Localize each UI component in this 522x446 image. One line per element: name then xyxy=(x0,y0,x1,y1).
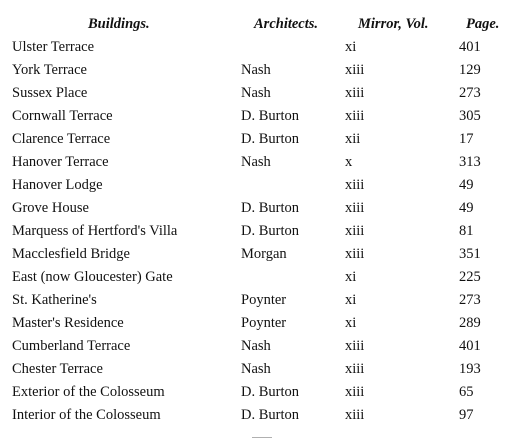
page-number: 289 xyxy=(459,315,481,331)
building-name: Master's Residence xyxy=(12,315,124,331)
building-name: Exterior of the Colosseum xyxy=(12,384,165,400)
mirror-volume: xiii xyxy=(345,200,365,216)
architect-name: D. Burton xyxy=(241,131,299,147)
architect-name: Poynter xyxy=(241,315,287,331)
mirror-volume: x xyxy=(345,154,353,170)
building-name: Hanover Lodge xyxy=(12,177,103,193)
building-name: Interior of the Colosseum xyxy=(12,407,161,423)
page-number: 129 xyxy=(459,62,481,78)
page-number: 273 xyxy=(459,292,481,308)
page-number: 193 xyxy=(459,361,481,377)
mirror-volume: xiii xyxy=(345,361,365,377)
table-header xyxy=(0,13,522,36)
table-row xyxy=(0,197,522,220)
building-name: Chester Terrace xyxy=(12,361,103,377)
architect-name: Nash xyxy=(241,361,271,377)
page-number: 49 xyxy=(459,177,474,193)
architect-name: D. Burton xyxy=(241,384,299,400)
page-number: 49 xyxy=(459,200,474,216)
building-name: Cornwall Terrace xyxy=(12,108,113,124)
table-row xyxy=(0,82,522,105)
page-number: 313 xyxy=(459,154,481,170)
architect-name: D. Burton xyxy=(241,223,299,239)
header-buildings: Buildings. xyxy=(88,16,150,32)
table-row xyxy=(0,335,522,358)
building-name: Sussex Place xyxy=(12,85,88,101)
architect-name: Nash xyxy=(241,154,271,170)
table-row xyxy=(0,358,522,381)
architect-name: Morgan xyxy=(241,246,287,262)
mirror-volume: xiii xyxy=(345,246,365,262)
mirror-volume: xiii xyxy=(345,108,365,124)
page-number: 81 xyxy=(459,223,474,239)
architect-name: Poynter xyxy=(241,292,287,308)
mirror-volume: xiii xyxy=(345,338,365,354)
table-row xyxy=(0,36,522,59)
page-number: 273 xyxy=(459,85,481,101)
mirror-volume: xiii xyxy=(345,384,365,400)
mirror-volume: xi xyxy=(345,315,357,331)
mirror-volume: xi xyxy=(345,39,357,55)
table-row xyxy=(0,151,522,174)
building-name: St. Katherine's xyxy=(12,292,97,308)
page-number: 401 xyxy=(459,338,481,354)
building-name: Ulster Terrace xyxy=(12,39,95,55)
header-architects: Architects. xyxy=(254,16,319,32)
table-row xyxy=(0,381,522,404)
mirror-volume: xiii xyxy=(345,62,365,78)
building-name: Grove House xyxy=(12,200,89,216)
header-mirror-volume: Mirror, Vol. xyxy=(358,16,429,32)
table-row xyxy=(0,289,522,312)
mirror-volume: xiii xyxy=(345,223,365,239)
page-number: 225 xyxy=(459,269,481,285)
building-name: Cumberland Terrace xyxy=(12,338,131,354)
header-page: Page. xyxy=(466,16,500,32)
table-row xyxy=(0,404,522,427)
mirror-volume: xii xyxy=(345,131,361,147)
mirror-volume: xi xyxy=(345,269,357,285)
architect-name: D. Burton xyxy=(241,108,299,124)
page-number: 305 xyxy=(459,108,481,124)
table-row xyxy=(0,59,522,82)
building-name: York Terrace xyxy=(12,62,87,78)
page-number: 401 xyxy=(459,39,481,55)
table-row xyxy=(0,266,522,289)
architect-name: Nash xyxy=(241,338,271,354)
page-number: 351 xyxy=(459,246,481,262)
page-number: 97 xyxy=(459,407,474,423)
table-row xyxy=(0,174,522,197)
mirror-volume: xi xyxy=(345,292,357,308)
footer-rule xyxy=(252,437,272,438)
mirror-volume: xiii xyxy=(345,407,365,423)
building-name: Clarence Terrace xyxy=(12,131,111,147)
page-number: 65 xyxy=(459,384,474,400)
mirror-volume: xiii xyxy=(345,85,365,101)
table-row xyxy=(0,243,522,266)
table-row xyxy=(0,128,522,151)
table-row xyxy=(0,105,522,128)
building-name: Macclesfield Bridge xyxy=(12,246,130,262)
page-number: 17 xyxy=(459,131,474,147)
architect-name: D. Burton xyxy=(241,200,299,216)
mirror-volume: xiii xyxy=(345,177,365,193)
building-name: Marquess of Hertford's Villa xyxy=(12,223,178,239)
building-name: Hanover Terrace xyxy=(12,154,109,170)
architect-name: D. Burton xyxy=(241,407,299,423)
architect-name: Nash xyxy=(241,62,271,78)
table-row xyxy=(0,312,522,335)
architect-name: Nash xyxy=(241,85,271,101)
building-name: East (now Gloucester) Gate xyxy=(12,269,173,285)
table-row xyxy=(0,220,522,243)
